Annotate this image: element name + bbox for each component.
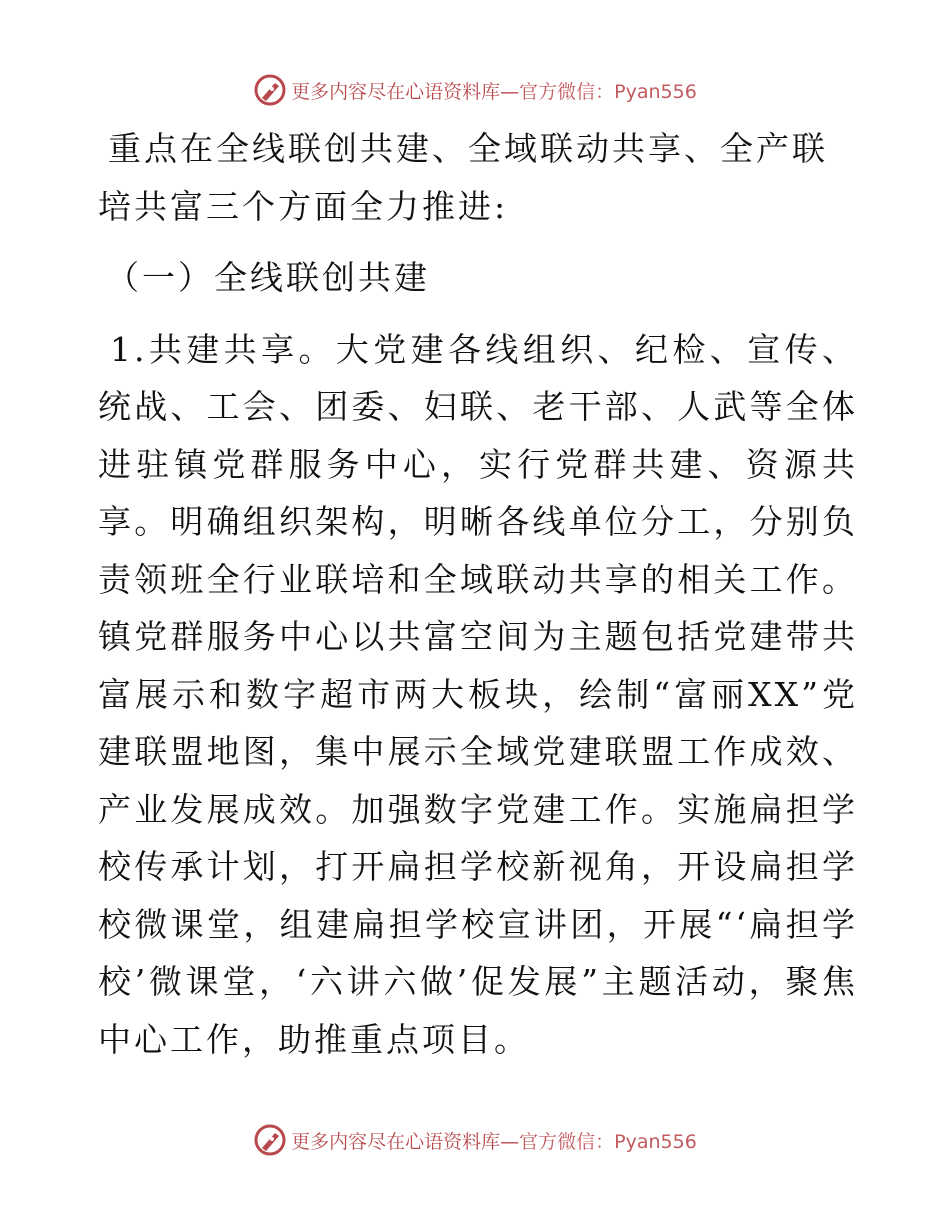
header-banner bbox=[0, 70, 950, 110]
footer-banner-text: 更多内容尽在心语资料库— bbox=[291, 1130, 520, 1153]
footer-wechat-text: 官方微信：Pyan556 bbox=[519, 1130, 697, 1153]
header-wechat-text: 官方微信：Pyan556 bbox=[519, 80, 697, 103]
body-paragraph: 1.共建共享。大党建各线组织、纪检、宣传、统战、工会、团委、妇联、老干部、人武等全体进驻镇党群服务中心，实行党群共建、资源共享。明确组织架构，明晰各线单位分工，分别负责领班全行业联培和全域联动共享的相关工作。镇党群服务中心以共富空间为主题包括党建带共富展示和数字超市两大板块，绘制“富丽XX”党建联盟地图，集中展示全域党建联盟工作成效、产业发展成效。加强数字党建工作。实施扁担学校传承计划，打开扁担学校新视角，开设扁担学校微课堂，组建扁担学校宣讲团，开展“‘扁担学校’微课堂，‘六讲六做’促发展”主题活动，聚焦中心工作，助推重点项目。 bbox=[98, 329, 858, 1059]
section-heading: （一）全线联创共建 bbox=[106, 258, 430, 297]
intro-paragraph: 重点在全线联创共建、全域联动共享、全产联培共富三个方面全力推进: bbox=[98, 129, 828, 226]
footer-banner bbox=[0, 1120, 950, 1160]
pen-seal-logo-icon bbox=[253, 73, 287, 107]
document-body bbox=[98, 120, 858, 1068]
pen-seal-logo-icon bbox=[253, 1123, 287, 1157]
header-banner-text: 更多内容尽在心语资料库— bbox=[291, 80, 520, 103]
